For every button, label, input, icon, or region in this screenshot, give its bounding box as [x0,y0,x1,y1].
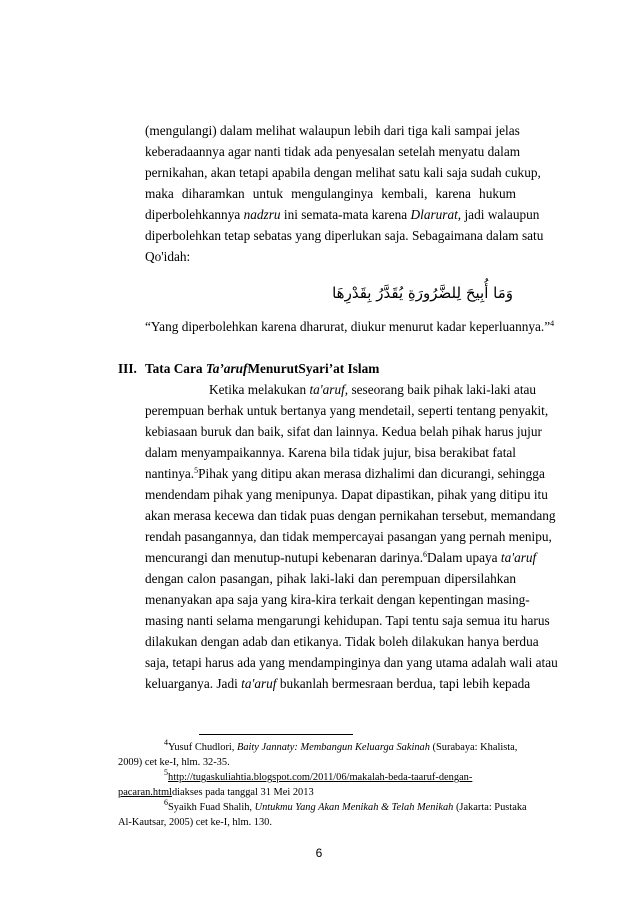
text-line: (mengulangi) dalam melihat walaupun lebih dari tiga kali sampai jelas [145,123,520,138]
text-line: saja, tetapi harus ada yang mendampinginya dan yang utama adalah wali atau [145,655,558,670]
arabic-qoidah: وَمَا أُبِيحَ لِلضَّرُورَةِ يُقَدَّرُ بِقَدْرِهَا [332,284,513,302]
footnote-separator [199,734,353,735]
text-line: Ketika melakukan ta'aruf, seseorang baik pihak laki-laki atau [209,382,537,397]
text-line: dalam menyampaikannya. Karena bila tidak jujur, bisa berakibat fatal [145,445,516,460]
text-line: masing nanti selama mengarungi kehidupan. Tapi tentu saja semua itu harus [145,613,550,628]
text-line: perempuan berhak untuk bertanya yang mendetail, seperti tentang penyakit, [145,403,549,418]
paragraph-nadzru [145,120,544,267]
text-line: rendah pasangannya, dan tidak mempercayai pasangan yang pernah menipu, [145,529,552,544]
text-line: dilakukan dengan adab dan etikanya. Tidak boleh dilakukan hanya berdua [145,634,539,649]
section-heading: III. Tata Cara Ta’arufMenurutSyari’at Islam [118,361,380,376]
footnote-5: $^5$http://tugaskuliahtia.blogspot.com/2011/06/makalah-beda-taaruf-dengan- pacaran.htmldiakses pada tanggal 31 Mei 2013 [118,768,473,798]
paragraph-taaruf [145,379,558,694]
footnote-ref: 5 [194,466,199,475]
text-line: maka diharamkan untuk mengulanginya kembali, karena hukum [145,186,516,201]
footnote-4: $^4$Yusuf Chudlori, Baity Jannaty: Membangun Keluarga Sakinah (Surabaya: Khalista, 2009) cet ke-I, hlm. 32-35. [118,738,518,768]
footnote-ref: 6 [423,550,428,559]
text-line: dengan calon pasangan, pihak laki-laki dan perempuan dipersilahkan [145,571,516,586]
text-line: mencurangi dan menutup-nutupi kebenaran darinya.$^6$Dalam upaya ta'aruf [145,550,537,565]
text-line: diperbolehkan tetap sebatas yang diperlukan saja. Sebagaimana dalam satu [145,228,544,243]
text-line: kebiasaan buruk dan baik, sifat dan lainnya. Kedua belah pihak harus jujur [145,424,542,439]
text-line: mendendam pihak yang menipunya. Dapat dipastikan, pihak yang ditipu itu [145,487,548,502]
text-line: diperbolehkannya nadzru ini semata-mata karena Dlarurat, jadi walaupun [145,207,540,222]
text-line: menanyakan apa saja yang kira-kira terkait dengan kepentingan masing- [145,592,530,607]
footnote-6: $^6$Syaikh Fuad Shalih, Untukmu Yang Akan Menikah & Telah Menikah (Jakarta: Pustaka Al-Kautsar, 2005) cet ke-I, hlm. 130. [118,798,527,828]
footnote-link[interactable]: pacaran.html [118,787,172,798]
footnote-link[interactable]: http://tugaskuliahtia.blogspot.com/2011/06/makalah-beda-taaruf-dengan- [168,772,473,783]
text-line: keberadaannya agar nanti tidak ada penyesalan setelah menyatu dalam [145,144,521,159]
footnote-ref: 4 [550,319,555,328]
text-line: keluarganya. Jadi ta'aruf bukanlah bermesraan berdua, tapi lebih kepada [145,676,531,691]
text-line: akan merasa kecewa dan tidak puas dengan pernikahan tersebut, memandang [145,508,556,523]
qoidah-translation: “Yang diperbolehkan karena dharurat, diukur menurut kadar keperluannya.”$^4$ [145,319,555,334]
text-line: Qo'idah: [145,249,191,264]
text-line: pernikahan, akan tetapi apabila dengan melihat satu kali saja sudah cukup, [145,165,541,180]
page-number: 6 [315,846,323,860]
text-line: nantinya.$^5$Pihak yang ditipu akan merasa dizhalimi dan dicurangi, sehingga [145,466,545,481]
